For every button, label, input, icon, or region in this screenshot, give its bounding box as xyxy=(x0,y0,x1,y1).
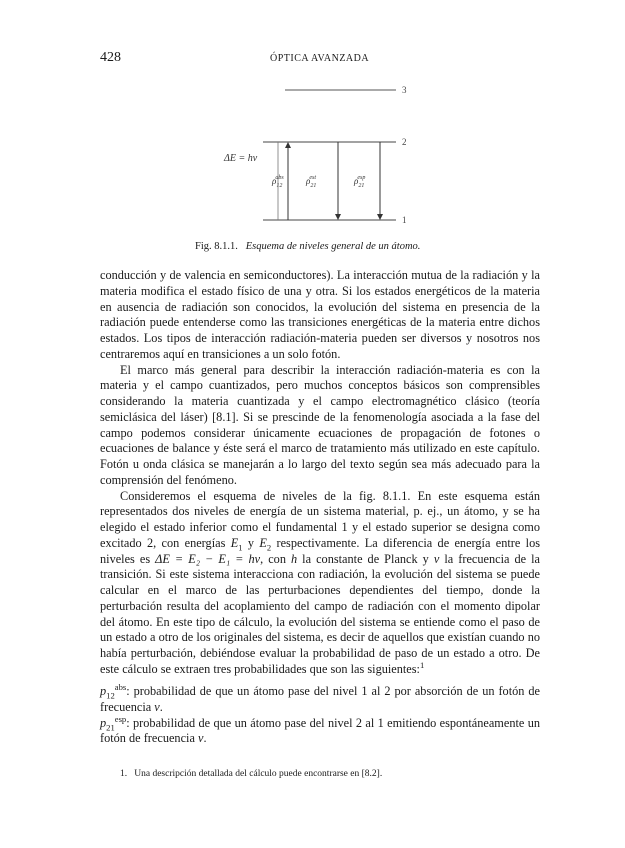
footnote-text: Una descripción detallada del cálculo puede encontrarse en [8.2]. xyxy=(134,769,383,779)
body-text xyxy=(100,268,540,678)
rate-label-esp: $\rho_{21}esp$ xyxy=(354,175,366,189)
footnote xyxy=(120,769,382,779)
paragraph-1: conducción y de valencia en semiconductores). La interacción mutua de la radiación y la materia modifica el estado físico de una y otra. Si los estados energéticos de la materia en ausencia de radiación son conocidos, la evolución del sistema en presencia de la radiación puede entenderse como las transiciones energéticas de la materia entre dichos estados. Los tipos de interacción radiación-materia pueden ser diversos y nosotros nos centraremos aquí en transiciones a un solo fotón. xyxy=(100,268,540,361)
footnote-mark: 1 xyxy=(419,659,425,670)
running-header: ÓPTICA AVANZADA xyxy=(270,53,370,64)
energy-gap-label: ΔE = hν xyxy=(224,153,258,164)
level-3-label: 3 xyxy=(402,85,407,95)
level-1-label: 1 xyxy=(402,215,407,225)
level-2-label: 2 xyxy=(402,137,407,147)
energy-formula: ΔE = E₂ − E₁ = hν xyxy=(155,551,261,566)
probability-item: $p_{12}^{abs}$: probabilidad de que un átomo pase del nivel 1 al 2 por absorción de un fotón de frecuencia ν. xyxy=(100,681,540,714)
probability-list xyxy=(100,681,540,747)
energy-level-diagram xyxy=(0,0,625,260)
rate-label-est: $\rho_{21}est$ xyxy=(306,175,317,189)
rate-label-abs: $\rho_{12}abs$ xyxy=(272,175,284,189)
figure-caption xyxy=(195,241,420,252)
page-number: 428 xyxy=(100,50,121,65)
footnote-number: 1. xyxy=(120,769,128,779)
caption-text: Esquema de niveles general de un átomo. xyxy=(245,241,421,252)
paragraph-2: El marco más general para describir la interacción radiación-materia es con la materia y el campo cuantizados, pero muchos conceptos básicos son comprensibles considerando la materia cuantizada y el campo electromagnético clásico (teoría semiclásica del láser) [8.1]. Si se prescinde de la fenomenología asociada a la fase del campo podemos considerar únicamente ecuaciones de propagación de fotones o ecuaciones de balance y éste será el marco de tratamiento más utilizado en este capítulo. Fotón u onda clásica se manejarán a lo largo del texto según sea más adecuado para la comprensión del fenómeno. xyxy=(100,362,540,487)
paragraph-3: Consideremos el esquema de niveles de la fig. 8.1.1. En este esquema están representados dos niveles de energía de un sistema material, p. ej., un átomo, y se ha elegido el estado inferior como el fundamental 1 y el estado superior se designa como excitado 2, con energías $E_1$ y $E_2$ respectivamente. La diferencia de energía entre los niveles es ΔE = E₂ − E₁ = hν, con h la constante de Planck y ν la frecuencia de la transición. Si este sistema interacciona con radiación, la evolución del sistema se puede calcular en el marco de las perturbaciones dependientes del tiempo, donde la perturbación resulta del acoplamiento del campo de radiación con el momento dipolar del átomo. En este tipo de cálculo, la evolución del sistema se entiende como el paso de un estado a otro de los originales del sistema, es decir de aquellos que existían cuando no había perturbación, debiéndose evaluar la probabilidad de paso de un estado a otro. De este cálculo se extraen tres probabilidades que son las siguientes:$^1$ xyxy=(100,488,541,676)
probability-item: $p_{21}^{esp}$: probabilidad de que un átomo pase del nivel 2 al 1 emitiendo espontáneamente un fotón de frecuencia ν. xyxy=(100,713,540,746)
caption-label: Fig. 8.1.1. xyxy=(195,241,238,252)
